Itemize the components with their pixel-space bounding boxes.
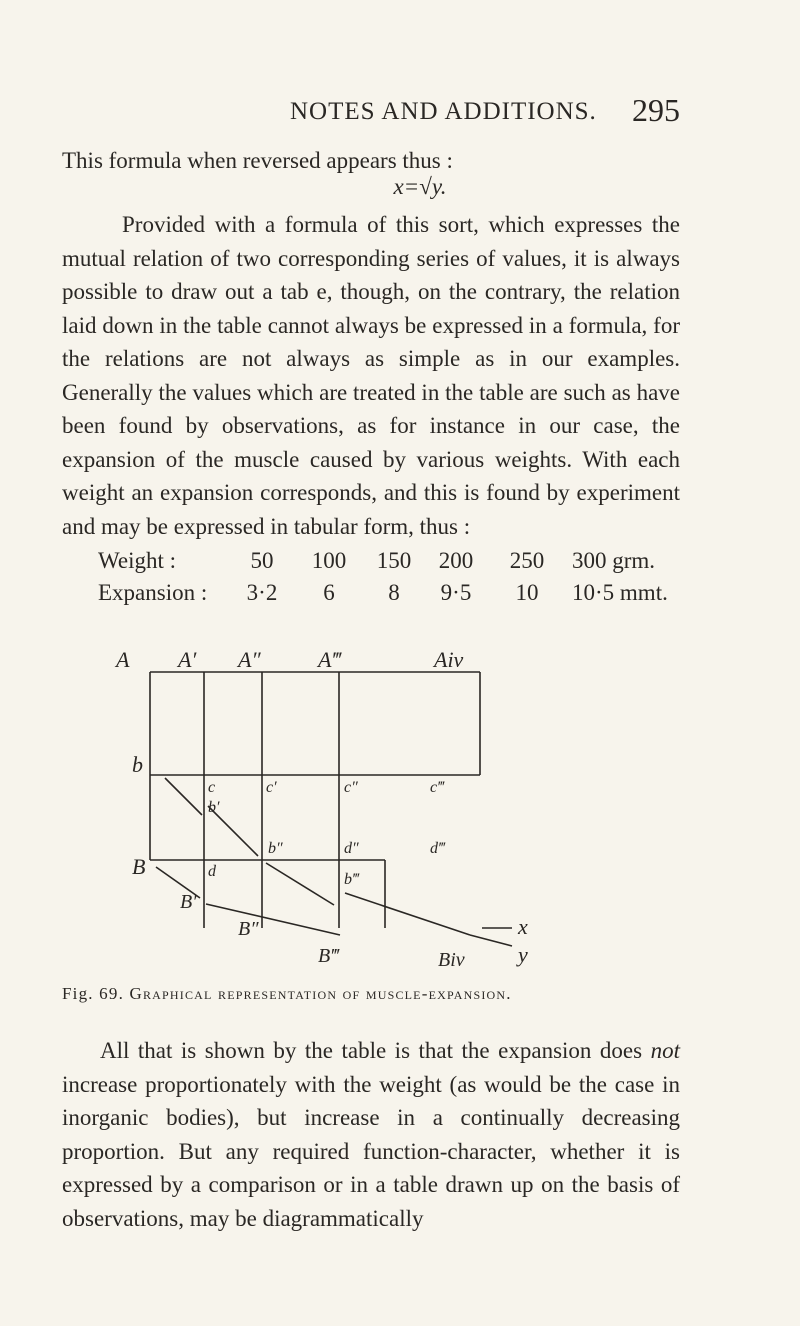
label-c2: c″ <box>344 779 358 796</box>
weight-value: 100 <box>311 548 347 573</box>
label-b3: b‴ <box>344 871 359 888</box>
label-d3: d‴ <box>430 840 445 857</box>
label-y: y <box>518 942 528 967</box>
weight-value: 250 <box>509 548 545 573</box>
expansion-value: 6 <box>323 580 335 605</box>
expansion-value: 10·5 mmt. <box>572 580 668 605</box>
expansion-label: Expansion : <box>98 580 208 605</box>
paragraph-2: Provided with a formula of this sort, which expresses the mutual relation of two corresponding series of values, it is always possible to draw out a tab e, though, on the contrary, the relation laid down in the table cannot always be expressed in a formula, for the relations are not always as simple as in our examples. Generally the values which are treated in the table are such as have been found by observations, as for instance in our case, the expansion of the muscle caused by various weights. With each weight an expansion corresponds, and this is found by experiment and may be expressed in tabular form, thus : <box>62 212 680 539</box>
label-A: A <box>116 647 130 672</box>
paragraph-3-emphasis: not <box>650 1038 680 1063</box>
label-x: x <box>518 914 528 939</box>
page-header <box>60 92 680 132</box>
paragraph-3 <box>62 1034 680 1235</box>
expansion-value: 3·2 <box>246 580 278 605</box>
label-c: c <box>208 779 216 796</box>
label-A2: A″ <box>238 647 261 672</box>
paragraph-1: This formula when reversed appears thus : <box>62 148 453 173</box>
weight-value: 200 <box>438 548 474 573</box>
y-tick <box>470 935 512 946</box>
label-A3: A‴ <box>318 647 341 672</box>
weight-label: Weight : <box>98 548 176 573</box>
expansion-value: 8 <box>388 580 400 605</box>
label-c3: c‴ <box>430 779 444 796</box>
label-B3: B‴ <box>318 945 339 967</box>
label-B1: B′ <box>180 891 197 913</box>
diagonal-1 <box>165 778 202 815</box>
weight-value: 50 <box>250 548 274 573</box>
label-d2: d″ <box>344 840 359 857</box>
axis-labels <box>516 914 528 967</box>
diagonal-6 <box>206 904 340 935</box>
page-number: 295 <box>632 92 680 128</box>
label-c1: c′ <box>266 779 277 796</box>
label-B4: Biv <box>438 949 465 971</box>
diagonal-4 <box>345 893 470 935</box>
label-d: d <box>208 863 216 880</box>
top-labels <box>114 647 464 672</box>
muscle-expansion-diagram <box>0 640 800 980</box>
label-A4: Aiv <box>434 647 464 672</box>
label-b1: b′ <box>208 799 220 816</box>
diagram-lines <box>150 672 512 946</box>
weight-expansion-table <box>98 545 668 609</box>
formula: x=√y. <box>393 174 447 199</box>
expansion-row <box>98 577 668 609</box>
label-B: B <box>132 854 146 879</box>
figure-title: Graphical representation of muscle-expansion. <box>129 984 512 1003</box>
label-A1: A′ <box>178 647 197 672</box>
running-head: NOTES AND ADDITIONS. <box>290 98 597 125</box>
weight-value: 150 <box>376 548 412 573</box>
left-labels <box>132 752 145 879</box>
expansion-value: 9·5 <box>440 580 472 605</box>
paragraph-3-part-2: increase proportionately with the weight (as would be the case in inorganic bodies), but increase in a continually decreasing proportion. But any required function-character, whether it is expressed by a comparison or in a table drawn up on the basis of observations, may be diagrammatically <box>62 1071 680 1231</box>
label-B2: B″ <box>238 918 259 940</box>
cell-labels <box>208 779 446 888</box>
figure-caption <box>62 984 702 1004</box>
diagonal-3 <box>266 863 334 905</box>
label-b: b <box>132 752 143 777</box>
weight-value: 300 grm. <box>572 548 656 573</box>
expansion-value: 10 <box>515 580 539 605</box>
figure-number: Fig. 69. <box>62 984 125 1003</box>
paragraph-3-part-1: All that is shown by the table is that the expansion does <box>100 1038 643 1063</box>
label-b2: b″ <box>268 840 283 857</box>
weight-row <box>98 545 668 577</box>
